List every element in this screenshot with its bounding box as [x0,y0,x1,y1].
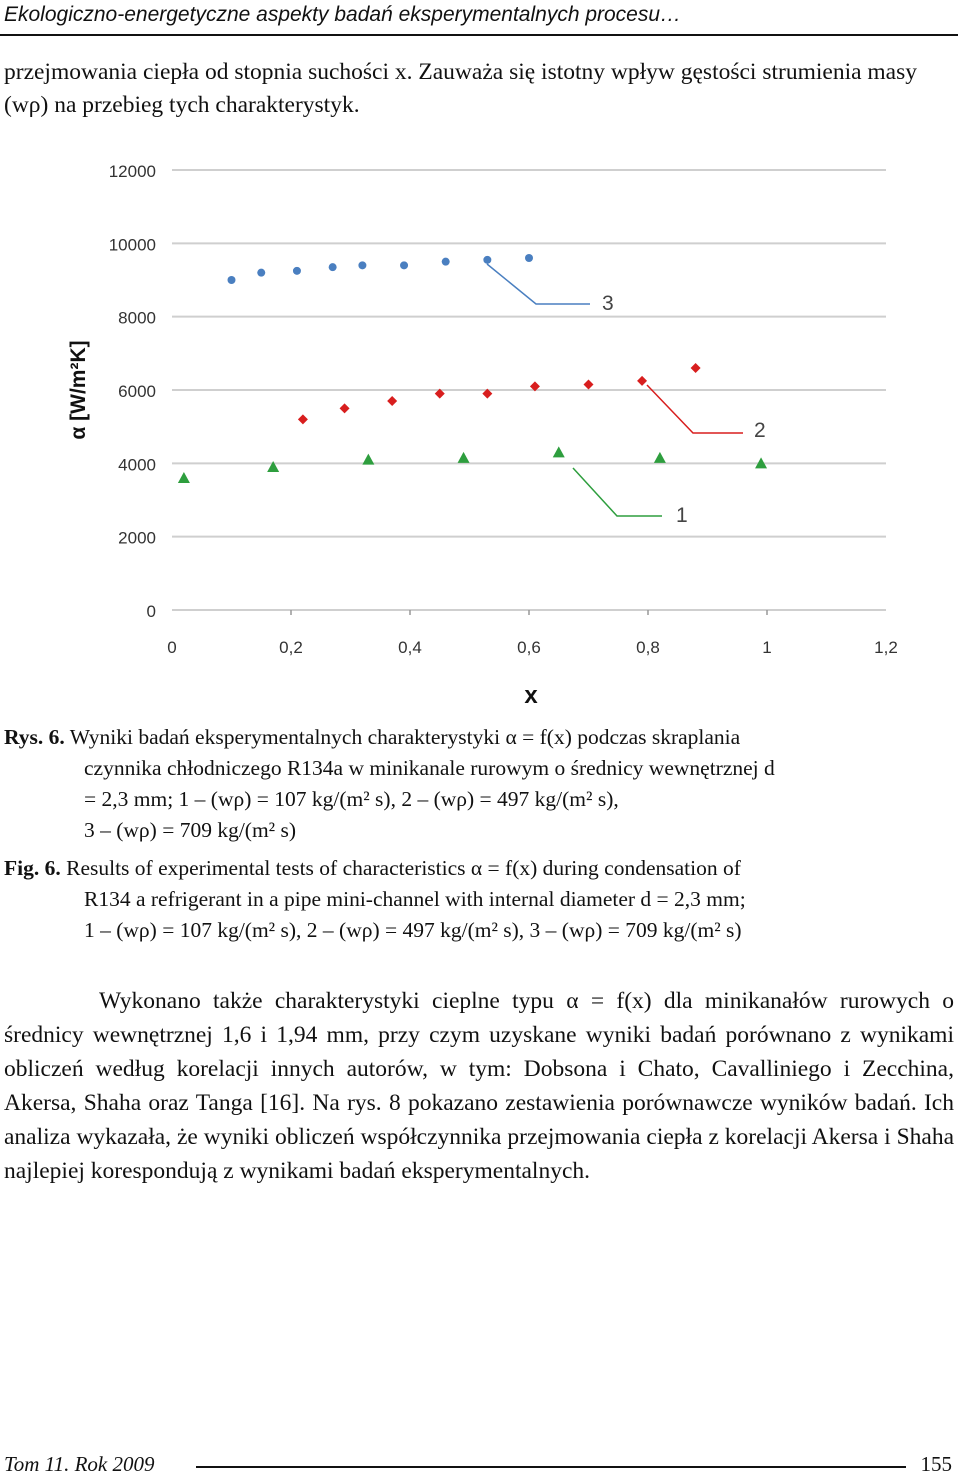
x-tick-label: 0,8 [636,638,660,657]
series-2-leader-line [647,385,743,433]
series-1-point [178,472,190,483]
grid-lines [172,170,886,615]
series-3-leader-line [487,264,590,304]
caption-pl-line1: Wyniki badań eksperymentalnych charakterystyki α = f(x) podczas skraplania [69,725,741,749]
caption-en-line3: 1 – (wρ) = 107 kg/(m² s), 2 – (wρ) = 497 kg/(m² s), 3 – (wρ) = 709 kg/(m² s) [84,918,742,942]
y-tick-labels [109,162,156,621]
caption-pl-line4: 3 – (wρ) = 709 kg/(m² s) [84,818,297,842]
series-2-label: 2 [754,419,766,442]
scatter-chart [0,150,960,710]
figure-caption-pl [4,722,956,846]
intro-paragraph: przejmowania ciepła od stopnia suchości x. Zauważa się istotny wpływ gęstości strumienia masy (wρ) na przebieg tych charakterystyk. [4,59,918,118]
x-axis-label: x [524,682,538,709]
x-tick-label: 0,6 [517,638,541,657]
y-tick-label: 2000 [118,528,156,548]
x-tick-label: 0,4 [398,638,422,657]
x-tick-label: 0,2 [279,638,303,657]
series-3-point [329,263,337,271]
series-3-label: 3 [602,292,614,315]
series-2-point [691,363,701,373]
series-2-point [637,376,647,386]
footer-volume: Tom 11. Rok 2009 [4,1452,155,1476]
y-tick-label: 10000 [108,235,156,255]
series-3-point [358,261,366,269]
y-tick-label: 6000 [118,382,156,401]
x-tick-labels [167,638,898,657]
figure-caption-en [4,853,956,946]
series-3-point [442,258,450,266]
series-1-point [654,452,666,463]
body-paragraph: Wykonano także charakterystyki cieplne typu α = f(x) dla minikanałów rurowych o średnicy wewnętrznej 1,6 i 1,94 mm, przy czym uzyskane wyniki badań porównano z wynikami obliczeń według korelacji innych autorów, w tym: Dobsona i Chato, Cavalliniego i Zecchina, Akersa, Shaha oraz Tanga [16]. Na rys. 8 pokazano zestawienia porównawcze wyników badań. Ich analiza wykazała, że wyniki obliczeń współczynnika przejmowania ciepła z korelacji Akersa i Shaha najlepiej korespondują z wynikami badań eksperymentalnych. [4,988,954,1184]
series-1-point [553,446,565,457]
series-callouts [487,264,766,527]
series-2-point [387,396,397,406]
running-header: Ekologiczno-energetyczne aspekty badań eksperymentalnych procesu… [4,3,682,26]
series-1-label: 1 [676,504,688,527]
caption-pl-line2: czynnika chłodniczego R134a w minikanale rurowym o średnicy wewnętrznej d [84,756,775,780]
x-tick-label: 0 [167,638,177,657]
series-3-point [483,256,491,264]
series-2-point [298,414,308,424]
page-number: 155 [920,1452,952,1476]
caption-en-line2: R134 a refrigerant in a pipe mini-channel with internal diameter d = 2,3 mm; [84,887,746,911]
data-points [178,254,767,483]
y-tick-label: 8000 [118,308,156,328]
x-tick-label: 1 [762,638,772,657]
series-2-point [340,403,350,413]
series-3-point [525,254,533,262]
header-rule [0,34,958,36]
y-tick-label: 0 [146,602,156,621]
y-tick-label: 12000 [108,162,156,181]
caption-label-pl: Rys. 6. [4,725,65,749]
footer-rule [196,1466,906,1468]
caption-pl-line3: = 2,3 mm; 1 – (wρ) = 107 kg/(m² s), 2 – (wρ) = 497 kg/(m² s), [84,787,619,811]
series-3-point [400,261,408,269]
series-3-point [257,269,265,277]
series-1-point [362,454,374,465]
series-1-leader-line [573,468,662,516]
series-2-point [584,380,594,390]
caption-label-en: Fig. 6. [4,856,61,880]
series-1-point [458,452,470,463]
y-axis-label: α [W/m²K] [67,340,90,440]
caption-en-line1: Results of experimental tests of characteristics α = f(x) during condensation of [66,856,741,880]
x-tick-label: 1,2 [874,638,898,657]
series-3-point [293,267,301,275]
y-tick-label: 4000 [118,455,156,475]
series-3-point [228,276,236,284]
